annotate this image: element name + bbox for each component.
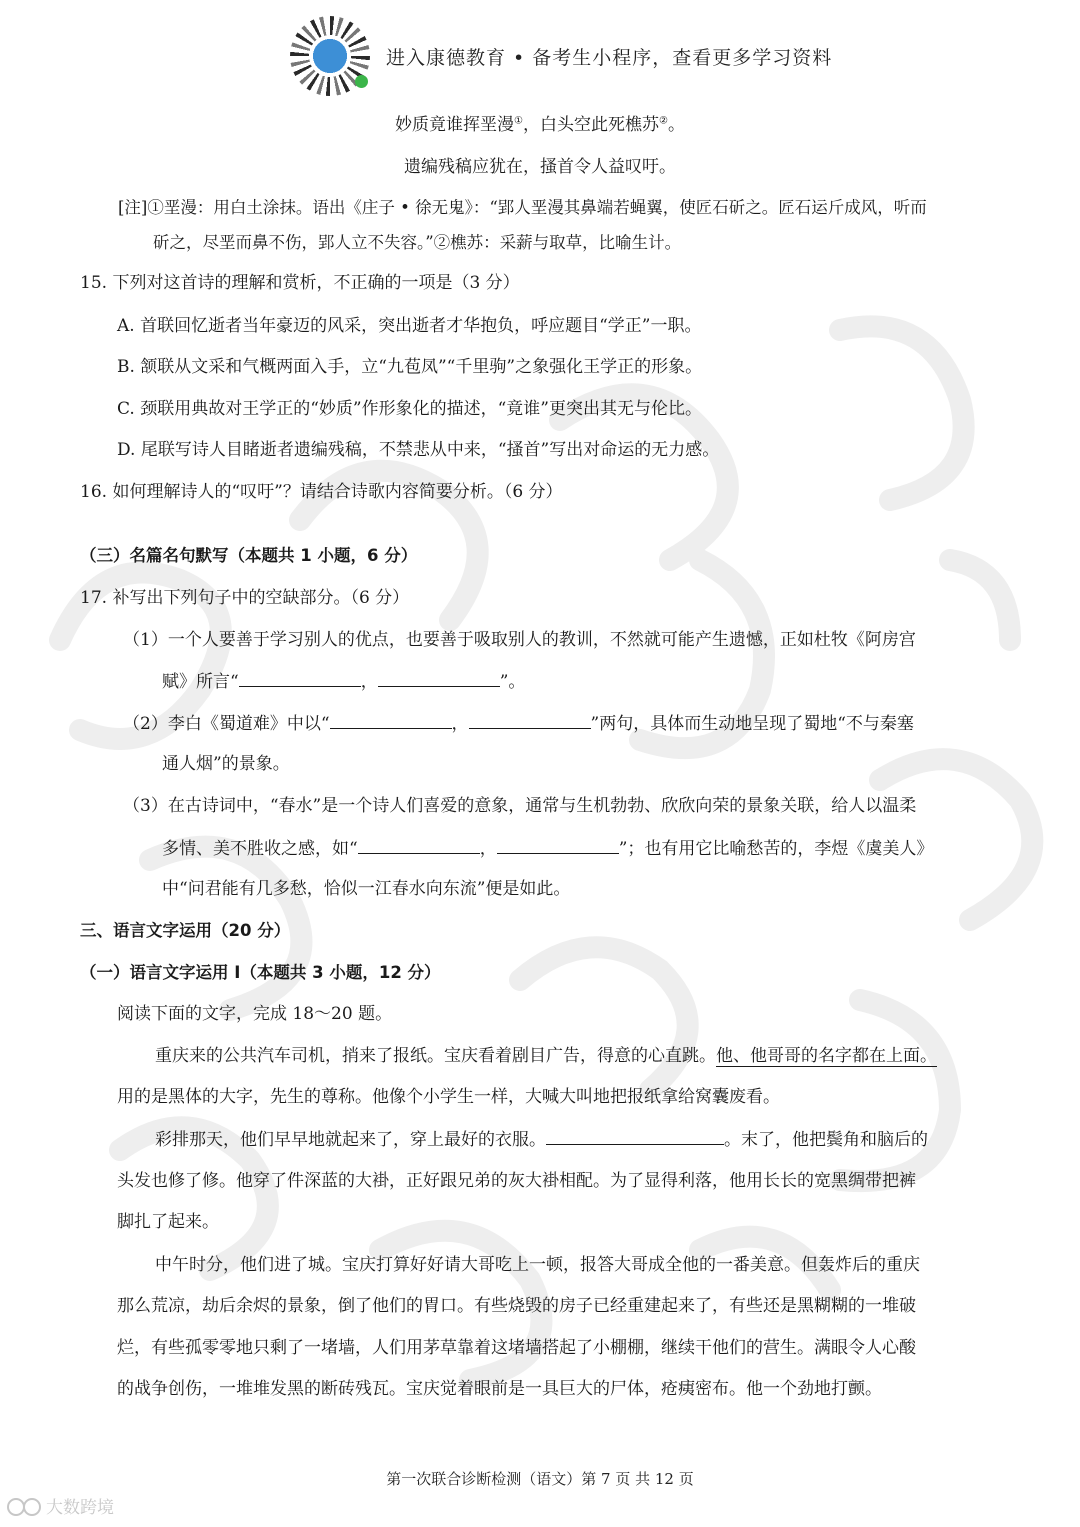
q17-part-3-line-2: 多情、美不胜收之感，如“ ， ”；也有用它比喻愁苦的，李煜《虞美人》 — [162, 835, 933, 862]
passage-p2-line-2: 头发也修了修。他穿了件深蓝的大褂，正好跟兄弟的灰大褂相配。为了显得利落，他用长长的宽黑绸带把裤 — [117, 1171, 916, 1191]
q17-part-2-line-1: （2）李白《蜀道难》中以“ ， ”两句，具体而生动地呈现了蜀地“不与秦塞 — [123, 710, 914, 737]
blank-17-2b[interactable] — [469, 710, 591, 729]
q17-part-3-line-3: 中“问君能有几多愁，恰似一江春水向东流”便是如此。 — [162, 879, 571, 899]
blank-17-3a[interactable] — [358, 835, 480, 854]
underlined-sentence: 他、他哥哥的名字都在上面。 — [716, 1046, 937, 1066]
brand-watermark: 大数跨境 — [6, 1493, 114, 1518]
q15-option-c: C. 颈联用典故对王学正的“妙质”作形象化的描述，“竟谁”更突出其无与伦比。 — [117, 399, 702, 419]
q17-part-1-line-1: （1）一个人要善于学习别人的优点，也要善于吸取别人的教训，不然就可能产生遗憾，正如杜牧《阿房宫 — [123, 630, 916, 650]
section-heading-recitation: （三）名篇名句默写（本题共 1 小题，6 分） — [80, 546, 418, 565]
q17-part-1-line-2: 赋》所言“ ， ”。 — [162, 668, 525, 695]
blank-17-2a[interactable] — [330, 710, 452, 729]
poem-line-4: 遗编残稿应犹在，搔首令人益叹吁。 — [404, 157, 676, 177]
passage-p2-line-3: 脚扎了起来。 — [117, 1212, 219, 1232]
question-15-stem: 15. 下列对这首诗的理解和赏析，不正确的一项是（3 分） — [80, 273, 520, 293]
brand-logo-icon — [6, 1497, 46, 1517]
q17-part-3-line-1: （3）在古诗词中，“春水”是一个诗人们喜爱的意象，通常与生机勃勃、欣欣向荣的景象关联，给人以温柔 — [123, 796, 917, 816]
note-line-2: 斫之，尽垩而鼻不伤，郢人立不失容。”②樵苏：采薪与取草，比喻生计。 — [153, 233, 682, 252]
page-footer: 第一次联合诊断检测（语文）第 7 页 共 12 页 — [386, 1470, 694, 1488]
part-3-subheading: （一）语言文字运用 Ⅰ（本题共 3 小题，12 分） — [80, 963, 441, 982]
q15-option-a: A. 首联回忆逝者当年豪迈的风采，突出逝者才华抱负，呼应题目“学正”一职。 — [117, 316, 702, 336]
passage-p3-line-4: 的战争创伤，一堆堆发黑的断砖残瓦。宝庆觉着眼前是一具巨大的尸体，疮痍密布。他一个劲地打颤。 — [117, 1379, 882, 1399]
blank-17-1b[interactable] — [378, 668, 500, 687]
page-header — [290, 14, 850, 98]
reading-instruction: 阅读下面的文字，完成 18～20 题。 — [117, 1004, 393, 1024]
question-17-stem: 17. 补写出下列句子中的空缺部分。（6 分） — [80, 588, 410, 608]
q15-option-b: B. 颔联从文采和气概两面入手，立“九苞凤”“千里驹”之象强化王学正的形象。 — [117, 357, 703, 377]
header-banner: 进入康德教育 • 备考生小程序，查看更多学习资料 — [386, 46, 833, 69]
wechat-badge-icon — [355, 75, 368, 88]
passage-p1-line-1: 重庆来的公共汽车司机，捎来了报纸。宝庆看着剧目广告，得意的心直跳。他、他哥哥的名字都在上面。 — [155, 1046, 937, 1066]
part-3-heading: 三、语言文字运用（20 分） — [80, 921, 291, 940]
passage-p1-line-2: 用的是黑体的大字，先生的尊称。他像个小学生一样，大喊大叫地把报纸拿给窝囊废看。 — [117, 1087, 780, 1107]
qr-code-icon[interactable] — [290, 16, 370, 96]
passage-p3-line-1: 中午时分，他们进了城。宝庆打算好好请大哥吃上一顿，报答大哥成全他的一番美意。但轰炸后的重庆 — [155, 1255, 920, 1275]
passage-p2-line-1: 彩排那天，他们早早地就起来了，穿上最好的衣服。 。末了，他把鬓角和脑后的 — [155, 1126, 928, 1153]
passage-blank[interactable] — [546, 1126, 724, 1145]
note-line-1: [注]①垩漫：用白土涂抹。语出《庄子 • 徐无鬼》：“郢人垩漫其鼻端若蝇翼，使匠石斫之。匠石运斤成风，听而 — [118, 198, 927, 217]
blank-17-1a[interactable] — [239, 668, 361, 687]
q17-part-2-line-2: 通人烟”的景象。 — [162, 754, 290, 774]
passage-p3-line-3: 烂，有些孤零零地只剩了一堵墙，人们用茅草靠着这堵墙搭起了小棚棚，继续干他们的营生。满眼令人心酸 — [117, 1338, 916, 1358]
question-16: 16. 如何理解诗人的“叹吁”？请结合诗歌内容简要分析。（6 分） — [80, 482, 563, 502]
poem-line-3: 妙质竟谁挥垩漫①，白头空此死樵苏②。 — [395, 115, 685, 135]
blank-17-3b[interactable] — [497, 835, 619, 854]
passage-p3-line-2: 那么荒凉，劫后余烬的景象，倒了他们的胃口。有些烧毁的房子已经重建起来了，有些还是黑糊糊的一堆破 — [117, 1296, 916, 1316]
q15-option-d: D. 尾联写诗人目睹逝者遗编残稿，不禁悲从中来，“搔首”写出对命运的无力感。 — [117, 440, 720, 460]
